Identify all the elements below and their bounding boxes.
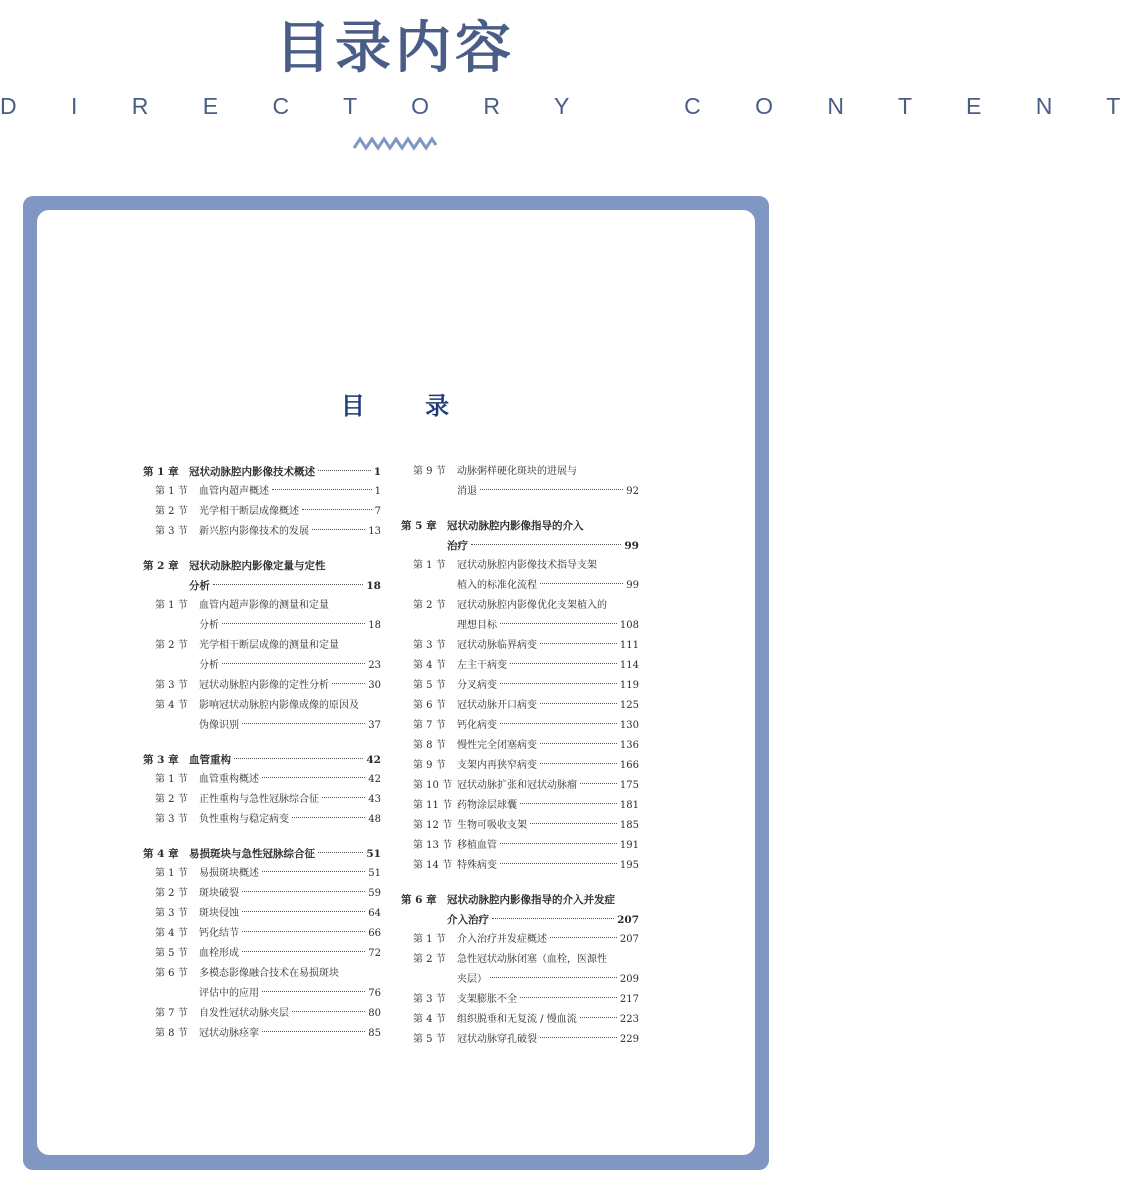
toc-line — [143, 696, 381, 716]
toc-title-text: 多模态影像融合技术在易损斑块 — [199, 968, 339, 979]
toc-title-text: 支架膨胀不全 — [457, 994, 517, 1005]
toc-line — [143, 1004, 381, 1024]
toc-page-number: 43 — [368, 794, 381, 805]
toc-line — [401, 930, 639, 950]
toc-page-number: 136 — [619, 740, 639, 751]
toc-line — [401, 836, 639, 856]
toc-label: 第 4 节 — [413, 1014, 446, 1025]
toc-title-text: 冠状动脉腔内影像技术概述 — [189, 466, 315, 478]
toc-section-entry — [143, 502, 381, 522]
toc-label: 第 3 节 — [155, 680, 188, 691]
toc-leader-dots — [540, 703, 617, 704]
toc-line — [143, 616, 381, 636]
toc-section-entry — [401, 636, 639, 656]
toc-leader-dots — [292, 817, 365, 818]
toc-label: 第 2 节 — [413, 954, 446, 965]
toc-section-entry — [401, 716, 639, 736]
toc-label: 第 2 节 — [155, 794, 188, 805]
toc-line — [143, 770, 381, 790]
toc-leader-dots — [213, 584, 363, 585]
toc-line — [401, 696, 639, 716]
toc-title-text: 冠状动脉穿孔破裂 — [457, 1034, 537, 1045]
toc-label: 第 4 章 — [143, 848, 179, 860]
toc-leader-dots — [302, 509, 372, 510]
toc-line — [401, 516, 639, 536]
toc-title-text: 血管内超声概述 — [199, 486, 269, 497]
toc-leader-dots — [222, 623, 365, 624]
toc-page-number: 223 — [619, 1014, 639, 1025]
toc-label: 第 1 章 — [143, 466, 179, 478]
toc-section-entry — [401, 816, 639, 836]
toc-leader-dots — [332, 683, 365, 684]
toc-page-number: 217 — [619, 994, 639, 1005]
toc-page-number: 207 — [617, 914, 639, 926]
toc-title-text: 药物涂层球囊 — [457, 800, 517, 811]
toc-line — [143, 924, 381, 944]
toc-title-text: 影响冠状动脉腔内影像成像的原因及 — [199, 700, 359, 711]
toc-page-number: 72 — [368, 948, 381, 959]
toc-page-number: 207 — [619, 934, 639, 945]
toc-title-text: 生物可吸收支架 — [457, 820, 527, 831]
toc-page-number: 166 — [619, 760, 639, 771]
toc-leader-dots — [318, 852, 363, 853]
toc-title-text: 斑块破裂 — [199, 888, 239, 899]
toc-section-entry — [401, 776, 639, 796]
toc-leader-dots — [540, 583, 623, 584]
toc-page-number: 181 — [619, 800, 639, 811]
toc-column-right — [401, 462, 639, 1050]
toc-page-number: 37 — [368, 720, 381, 731]
toc-page-number: 125 — [619, 700, 639, 711]
toc-label: 第 1 节 — [155, 868, 188, 879]
toc-title-text: 易损斑块概述 — [199, 868, 259, 879]
toc-label: 第 6 节 — [155, 968, 188, 979]
toc-section-entry — [401, 836, 639, 856]
toc-title-text: 血管重构 — [189, 754, 231, 766]
toc-section-entry — [143, 482, 381, 502]
toc-section-entry — [143, 770, 381, 790]
toc-spacer — [401, 502, 639, 516]
toc-line — [401, 576, 639, 596]
toc-section-entry — [143, 1004, 381, 1024]
toc-spacer — [143, 736, 381, 750]
toc-label: 第 11 节 — [413, 800, 453, 811]
toc-leader-dots — [222, 663, 365, 664]
toc-title-text: 消退 — [457, 486, 477, 497]
toc-title-text: 血管重构概述 — [199, 774, 259, 785]
toc-label: 第 12 节 — [413, 820, 453, 831]
toc-label: 第 3 章 — [143, 754, 179, 766]
toc-page-number: 7 — [374, 506, 381, 517]
toc-line — [143, 502, 381, 522]
toc-label: 第 1 节 — [155, 600, 188, 611]
toc-page-number: 42 — [368, 774, 381, 785]
toc-section-entry — [143, 944, 381, 964]
toc-page-number: 30 — [368, 680, 381, 691]
toc-title-text: 冠状动脉痉挛 — [199, 1028, 259, 1039]
toc-leader-dots — [500, 863, 617, 864]
toc-line — [401, 970, 639, 990]
toc-title-text: 理想目标 — [457, 620, 497, 631]
toc-line — [143, 522, 381, 542]
toc-label: 第 14 节 — [413, 860, 453, 871]
toc-line — [143, 676, 381, 696]
wave-decoration-icon — [352, 136, 438, 150]
toc-label: 第 4 节 — [413, 660, 446, 671]
toc-title-text: 伪像识别 — [199, 720, 239, 731]
toc-line — [143, 750, 381, 770]
toc-line — [143, 576, 381, 596]
toc-title-text: 植入的标准化流程 — [457, 580, 537, 591]
toc-leader-dots — [312, 529, 365, 530]
toc-page-number: 195 — [619, 860, 639, 871]
toc-title-text: 易损斑块与急性冠脉综合征 — [189, 848, 315, 860]
toc-line — [143, 864, 381, 884]
toc-label: 第 3 节 — [413, 994, 446, 1005]
toc-line — [401, 636, 639, 656]
toc-line — [143, 904, 381, 924]
toc-title-text: 冠状动脉腔内影像指导的介入并发症 — [447, 894, 615, 906]
toc-leader-dots — [490, 977, 617, 978]
toc-leader-dots — [262, 991, 365, 992]
toc-line — [401, 556, 639, 576]
toc-line — [401, 756, 639, 776]
toc-section-entry — [401, 696, 639, 716]
toc-title-text: 血栓形成 — [199, 948, 239, 959]
toc-line — [401, 536, 639, 556]
toc-section-entry — [401, 930, 639, 950]
toc-section-entry — [143, 884, 381, 904]
toc-page-number: 80 — [368, 1008, 381, 1019]
toc-label: 第 3 节 — [413, 640, 446, 651]
toc-title-text: 特殊病变 — [457, 860, 497, 871]
toc-label: 第 2 节 — [155, 506, 188, 517]
toc-leader-dots — [262, 1031, 365, 1032]
toc-line — [143, 462, 381, 482]
toc-title-text: 分析 — [199, 660, 219, 671]
toc-leader-dots — [540, 1037, 617, 1038]
toc-line — [401, 462, 639, 482]
toc-line — [401, 1030, 639, 1050]
toc-section-entry — [143, 1024, 381, 1044]
toc-section-entry — [401, 1030, 639, 1050]
toc-leader-dots — [540, 643, 617, 644]
toc-leader-dots — [530, 823, 617, 824]
toc-title-text: 冠状动脉腔内影像指导的介入 — [447, 520, 584, 532]
toc-leader-dots — [500, 843, 617, 844]
toc-title-text: 介入治疗 — [447, 914, 489, 926]
toc-page-number: 111 — [619, 640, 639, 651]
toc-leader-dots — [471, 544, 621, 545]
toc-title-text: 光学相干断层成像概述 — [199, 506, 299, 517]
toc-leader-dots — [500, 723, 617, 724]
toc-label: 第 1 节 — [413, 560, 446, 571]
toc-chapter-entry — [143, 844, 381, 864]
toc-spacer — [143, 542, 381, 556]
toc-page-number: 99 — [626, 580, 639, 591]
toc-title-text: 钙化结节 — [199, 928, 239, 939]
toc-title-text: 分析 — [199, 620, 219, 631]
toc-label: 第 5 节 — [413, 1034, 446, 1045]
toc-title-text: 分叉病变 — [457, 680, 497, 691]
toc-section-entry — [401, 950, 639, 990]
toc-section-entry — [143, 810, 381, 830]
toc-spacer — [401, 876, 639, 890]
toc-line — [401, 776, 639, 796]
toc-section-entry — [401, 736, 639, 756]
toc-leader-dots — [520, 997, 617, 998]
toc-line — [143, 984, 381, 1004]
toc-leader-dots — [550, 937, 617, 938]
toc-title-text: 冠状动脉扩张和冠状动脉瘤 — [457, 780, 577, 791]
toc-page-number: 191 — [619, 840, 639, 851]
toc-title-text: 评估中的应用 — [199, 988, 259, 999]
toc-label: 第 1 节 — [155, 774, 188, 785]
toc-page-number: 1 — [373, 466, 381, 478]
toc-label: 第 10 节 — [413, 780, 453, 791]
toc-page-number: 59 — [368, 888, 381, 899]
toc-title-text: 组织脱垂和无复流 / 慢血流 — [457, 1014, 577, 1025]
toc-leader-dots — [272, 489, 372, 490]
toc-label: 第 6 章 — [401, 894, 437, 906]
toc-leader-dots — [292, 1011, 365, 1012]
toc-line — [401, 716, 639, 736]
toc-section-entry — [401, 462, 639, 502]
toc-leader-dots — [242, 951, 365, 952]
toc-line — [401, 796, 639, 816]
toc-page-number: 48 — [368, 814, 381, 825]
toc-section-entry — [401, 596, 639, 636]
toc-label: 第 6 节 — [413, 700, 446, 711]
toc-page-number: 114 — [619, 660, 639, 671]
banner-subtitle: D I R E C T O R Y C O N T E N T — [0, 93, 1144, 119]
toc-line — [401, 856, 639, 876]
toc-label: 第 7 节 — [413, 720, 446, 731]
toc-page-number: 23 — [368, 660, 381, 671]
toc-line — [401, 910, 639, 930]
toc-line — [143, 944, 381, 964]
toc-section-entry — [401, 656, 639, 676]
toc-leader-dots — [242, 723, 365, 724]
toc-page-number: 66 — [368, 928, 381, 939]
toc-line — [401, 676, 639, 696]
toc-label: 第 2 节 — [413, 600, 446, 611]
toc-page-number: 18 — [368, 620, 381, 631]
toc-leader-dots — [318, 470, 371, 471]
toc-section-entry — [143, 636, 381, 676]
toc-section-entry — [401, 756, 639, 776]
toc-title-text: 左主干病变 — [457, 660, 507, 671]
toc-section-entry — [401, 1010, 639, 1030]
toc-line — [143, 636, 381, 656]
toc-leader-dots — [234, 758, 363, 759]
toc-label: 第 2 节 — [155, 888, 188, 899]
toc-page-number: 119 — [619, 680, 639, 691]
toc-leader-dots — [262, 871, 365, 872]
toc-page-number: 99 — [624, 540, 639, 552]
toc-section-entry — [143, 964, 381, 1004]
toc-label: 第 9 节 — [413, 466, 446, 477]
toc-leader-dots — [242, 911, 365, 912]
toc-section-entry — [143, 522, 381, 542]
toc-leader-dots — [580, 783, 617, 784]
toc-page-number: 130 — [619, 720, 639, 731]
toc-title-text: 光学相干断层成像的测量和定量 — [199, 640, 339, 651]
toc-page-number: 76 — [368, 988, 381, 999]
toc-section-entry — [143, 676, 381, 696]
toc-page-number: 108 — [619, 620, 639, 631]
toc-line — [143, 964, 381, 984]
toc-section-entry — [401, 796, 639, 816]
toc-line — [401, 950, 639, 970]
toc-label: 第 1 节 — [413, 934, 446, 945]
toc-page-number: 85 — [368, 1028, 381, 1039]
toc-title-text: 介入治疗并发症概述 — [457, 934, 547, 945]
toc-line — [401, 890, 639, 910]
toc-label: 第 13 节 — [413, 840, 453, 851]
toc-line — [143, 716, 381, 736]
toc-title-text: 支架内再狭窄病变 — [457, 760, 537, 771]
toc-label: 第 9 节 — [413, 760, 446, 771]
toc-page-number: 13 — [368, 526, 381, 537]
toc-title-text: 慢性完全闭塞病变 — [457, 740, 537, 751]
banner-title: 目录内容 — [275, 16, 515, 81]
toc-line — [401, 736, 639, 756]
toc-page-number: 42 — [366, 754, 381, 766]
toc-page-number: 185 — [619, 820, 639, 831]
toc-title-text: 斑块侵蚀 — [199, 908, 239, 919]
toc-section-entry — [401, 856, 639, 876]
toc-title-text: 冠状动脉开口病变 — [457, 700, 537, 711]
toc-title-text: 新兴腔内影像技术的发展 — [199, 526, 309, 537]
toc-label: 第 4 节 — [155, 928, 188, 939]
toc-label: 第 8 节 — [155, 1028, 188, 1039]
toc-line — [401, 482, 639, 502]
toc-line — [143, 810, 381, 830]
toc-section-entry — [143, 596, 381, 636]
toc-section-entry — [143, 924, 381, 944]
toc-line — [401, 596, 639, 616]
toc-title-text: 夹层） — [457, 974, 487, 985]
toc-leader-dots — [580, 1017, 617, 1018]
toc-page-number: 64 — [368, 908, 381, 919]
toc-title-text: 动脉粥样硬化斑块的进展与 — [457, 466, 577, 477]
toc-section-entry — [143, 904, 381, 924]
toc-line — [143, 656, 381, 676]
toc-section-entry — [401, 556, 639, 596]
toc-label: 第 3 节 — [155, 526, 188, 537]
toc-chapter-entry — [401, 516, 639, 556]
toc-leader-dots — [500, 683, 617, 684]
toc-leader-dots — [242, 931, 365, 932]
toc-title-text: 治疗 — [447, 540, 468, 552]
toc-spacer — [143, 830, 381, 844]
toc-section-entry — [401, 990, 639, 1010]
toc-page-number: 51 — [368, 868, 381, 879]
toc-chapter-entry — [401, 890, 639, 930]
toc-line — [143, 884, 381, 904]
toc-title-text: 正性重构与急性冠脉综合征 — [199, 794, 319, 805]
toc-label: 第 5 章 — [401, 520, 437, 532]
toc-leader-dots — [540, 763, 617, 764]
toc-label: 第 3 节 — [155, 908, 188, 919]
toc-line — [143, 556, 381, 576]
toc-line — [401, 990, 639, 1010]
toc-label: 第 8 节 — [413, 740, 446, 751]
toc-leader-dots — [492, 918, 614, 919]
toc-line — [401, 656, 639, 676]
toc-line — [401, 816, 639, 836]
toc-line — [143, 790, 381, 810]
toc-leader-dots — [500, 623, 617, 624]
toc-label: 第 3 节 — [155, 814, 188, 825]
toc-label: 第 4 节 — [155, 700, 188, 711]
toc-label: 第 5 节 — [155, 948, 188, 959]
toc-section-entry — [143, 696, 381, 736]
toc-section-entry — [143, 864, 381, 884]
toc-title-text: 急性冠状动脉闭塞（血栓，医源性 — [457, 954, 607, 965]
toc-title-text: 冠状动脉临界病变 — [457, 640, 537, 651]
toc-leader-dots — [510, 663, 617, 664]
toc-label: 第 7 节 — [155, 1008, 188, 1019]
toc-chapter-entry — [143, 556, 381, 596]
toc-column-left — [143, 462, 381, 1044]
toc-leader-dots — [322, 797, 365, 798]
toc-line — [401, 616, 639, 636]
toc-title-text: 冠状动脉腔内影像技术指导支架 — [457, 560, 597, 571]
toc-page-number: 51 — [366, 848, 381, 860]
toc-page-number: 175 — [619, 780, 639, 791]
toc-section-entry — [143, 790, 381, 810]
toc-title-text: 血管内超声影像的测量和定量 — [199, 600, 329, 611]
toc-section-entry — [401, 676, 639, 696]
toc-chapter-entry — [143, 462, 381, 482]
toc-page-number: 209 — [619, 974, 639, 985]
toc-label: 第 2 节 — [155, 640, 188, 651]
toc-label: 第 5 节 — [413, 680, 446, 691]
toc-title-text: 分析 — [189, 580, 210, 592]
toc-leader-dots — [520, 803, 617, 804]
toc-page-number: 92 — [626, 486, 639, 497]
toc-line — [401, 1010, 639, 1030]
toc-leader-dots — [540, 743, 617, 744]
toc-leader-dots — [480, 489, 623, 490]
toc-chapter-entry — [143, 750, 381, 770]
toc-title-text: 冠状动脉腔内影像优化支架植入的 — [457, 600, 607, 611]
toc-page-number: 1 — [374, 486, 381, 497]
toc-label: 第 2 章 — [143, 560, 179, 572]
toc-title-text: 负性重构与稳定病变 — [199, 814, 289, 825]
toc-page-number: 229 — [619, 1034, 639, 1045]
toc-line — [143, 844, 381, 864]
toc-line — [143, 482, 381, 502]
toc-page-number: 18 — [366, 580, 381, 592]
toc-title-text: 钙化病变 — [457, 720, 497, 731]
toc-title-text: 自发性冠状动脉夹层 — [199, 1008, 289, 1019]
toc-title-text: 移植血管 — [457, 840, 497, 851]
toc-line — [143, 1024, 381, 1044]
toc-title-text: 冠状动脉腔内影像的定性分析 — [199, 680, 329, 691]
document-title: 目 录 — [340, 391, 476, 420]
toc-title-text: 冠状动脉腔内影像定量与定性 — [189, 560, 326, 572]
toc-label: 第 1 节 — [155, 486, 188, 497]
toc-line — [143, 596, 381, 616]
toc-leader-dots — [262, 777, 365, 778]
toc-leader-dots — [242, 891, 365, 892]
